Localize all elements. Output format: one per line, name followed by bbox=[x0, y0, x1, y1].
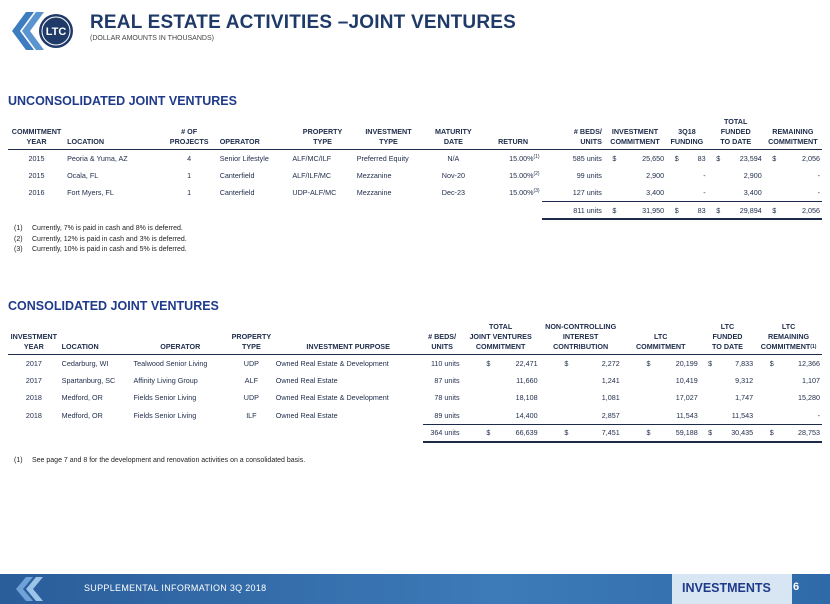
cell-units: 78 units bbox=[434, 393, 460, 403]
unconsolidated-footnotes bbox=[14, 224, 187, 256]
cell-currency bbox=[604, 184, 619, 202]
cell-currency: $ bbox=[708, 358, 713, 368]
total-remaining: 2,056 bbox=[778, 202, 822, 220]
cell-funding: - bbox=[703, 188, 706, 197]
cell-currency: $ bbox=[700, 424, 714, 442]
cell-investment-purpose: Owned Real Estate & Development bbox=[275, 358, 389, 368]
cell-currency: $ bbox=[674, 153, 679, 163]
total-row bbox=[8, 202, 822, 220]
table-header-row bbox=[8, 117, 822, 147]
cell-currency: $ bbox=[622, 424, 653, 442]
cell-property-type: UDP bbox=[243, 393, 259, 403]
cell-currency: $ bbox=[772, 153, 777, 163]
cell-currency bbox=[622, 372, 653, 390]
footnote: (3) Currently, 10% is paid in cash and 5% is deferred. bbox=[14, 246, 187, 253]
cell-ltc-funded: 1,747 bbox=[735, 393, 754, 403]
total-ltc-commitment: 59,188 bbox=[653, 424, 700, 442]
col-header-investment-purpose: INVESTMENT PURPOSE bbox=[306, 342, 390, 351]
footnote: (1) See page 7 and 8 for the development and renovation activities on a consolidated basis. bbox=[14, 457, 306, 464]
cell-units: 99 units bbox=[576, 170, 602, 180]
cell-currency: $ bbox=[769, 358, 774, 368]
cell-total-funded: 3,400 bbox=[743, 188, 762, 197]
page-footer bbox=[0, 574, 830, 604]
cell-currency: $ bbox=[540, 424, 571, 442]
cell-commitment: 2,900 bbox=[646, 170, 665, 180]
cell-currency bbox=[622, 407, 653, 425]
cell-remaining: - bbox=[817, 188, 820, 197]
cell-currency bbox=[755, 407, 776, 425]
cell-currency: $ bbox=[708, 202, 723, 220]
cell-currency bbox=[540, 389, 571, 407]
col-header-commitment-year: COMMITMENT YEAR bbox=[11, 127, 62, 146]
cell-projects: 4 bbox=[187, 153, 192, 163]
col-header-investment-year: INVESTMENT YEAR bbox=[10, 332, 57, 351]
cell-location: Fort Myers, FL bbox=[67, 188, 114, 198]
cell-currency bbox=[700, 407, 714, 425]
cell-currency: $ bbox=[564, 358, 569, 368]
cell-operator: Canterfield bbox=[219, 188, 255, 198]
cell-operator: Fields Senior Living bbox=[133, 410, 197, 420]
footnote-ref: (2) bbox=[533, 170, 540, 177]
cell-nci-contribution: 1,241 bbox=[601, 375, 620, 385]
cell-investment-type: Mezzanine bbox=[356, 188, 392, 198]
page-subtitle: (DOLLAR AMOUNTS IN THOUSANDS) bbox=[90, 35, 214, 42]
cell-currency: $ bbox=[604, 202, 619, 220]
cell-year: 2018 bbox=[25, 393, 42, 403]
total-ltc-remaining: 28,753 bbox=[776, 424, 822, 442]
col-header-ltc-remaining: LTC REMAINING COMMITMENT$^{(1)}$ bbox=[760, 322, 817, 351]
col-header-nci-contribution: NON-CONTROLLING INTEREST CONTRIBUTION bbox=[545, 322, 617, 351]
cell-year: 2018 bbox=[25, 410, 42, 420]
total-commitment: 31,950 bbox=[618, 202, 666, 220]
footer-section-label: INVESTMENTS bbox=[682, 581, 771, 595]
cell-ltc-commitment: 17,027 bbox=[675, 393, 698, 403]
cell-jv-commitment: 22,471 bbox=[515, 358, 538, 368]
total-funded: 29,894 bbox=[722, 202, 764, 220]
cell-remaining: 2,056 bbox=[802, 153, 820, 163]
cell-nci-contribution: 1,081 bbox=[601, 393, 620, 403]
cell-currency bbox=[755, 372, 776, 390]
cell-maturity: Nov-20 bbox=[441, 170, 465, 180]
unconsolidated-heading: UNCONSOLIDATED JOINT VENTURES bbox=[8, 94, 237, 108]
total-row bbox=[8, 424, 822, 442]
footer-supplemental-text: SUPPLEMENTAL INFORMATION 3Q 2018 bbox=[84, 583, 267, 593]
col-header-property-type: PROPERTY TYPE bbox=[302, 127, 343, 146]
table-row bbox=[8, 167, 822, 185]
total-units: 811 units bbox=[542, 202, 604, 220]
cell-property-type: ALF/ILF/MC bbox=[292, 170, 332, 180]
cell-property-type: ILF bbox=[246, 410, 257, 420]
cell-ltc-funded: 11,543 bbox=[731, 410, 754, 420]
cell-property-type: UDP bbox=[243, 358, 259, 368]
cell-projects: 1 bbox=[187, 188, 192, 198]
cell-year: 2015 bbox=[28, 170, 45, 180]
footnote: (1) Currently, 7% is paid in cash and 8% is deferred. bbox=[14, 225, 183, 232]
cell-investment-type: Mezzanine bbox=[356, 170, 392, 180]
cell-year: 2016 bbox=[28, 188, 45, 198]
cell-return: 15.00%$^{(1)}$ bbox=[509, 153, 540, 163]
cell-property-type: ALF/MC/ILF bbox=[292, 153, 332, 163]
cell-jv-commitment: 11,660 bbox=[516, 375, 538, 385]
logo-text: LTC bbox=[45, 26, 67, 38]
cell-currency: $ bbox=[486, 358, 491, 368]
cell-jv-commitment: 14,400 bbox=[515, 410, 538, 420]
cell-operator: Canterfield bbox=[219, 170, 255, 180]
cell-ltc-remaining: 12,366 bbox=[798, 358, 820, 368]
cell-ltc-remaining: 1,107 bbox=[802, 375, 820, 385]
footnote-ref: (3) bbox=[533, 188, 540, 195]
cell-nci-contribution: 2,857 bbox=[601, 410, 620, 420]
cell-ltc-commitment: 10,419 bbox=[675, 375, 698, 385]
table-row bbox=[8, 389, 822, 407]
consolidated-table bbox=[8, 322, 822, 443]
table-row bbox=[8, 184, 822, 202]
cell-ltc-commitment: 20,199 bbox=[675, 358, 698, 368]
col-header-total-funded: TOTAL FUNDED TO DATE bbox=[720, 117, 752, 146]
cell-currency bbox=[764, 167, 779, 185]
table-row bbox=[8, 354, 822, 372]
cell-currency bbox=[700, 372, 714, 390]
cell-property-type: UDP-ALF/MC bbox=[292, 188, 337, 198]
col-header-beds-units: # BEDS/ UNITS bbox=[573, 127, 602, 146]
cell-projects: 1 bbox=[187, 170, 192, 180]
cell-currency bbox=[462, 389, 493, 407]
cell-maturity: N/A bbox=[447, 153, 460, 163]
col-header-return: RETURN bbox=[498, 137, 529, 146]
footnote: (2) Currently, 12% is paid in cash and 3% is deferred. bbox=[14, 235, 187, 243]
table-row bbox=[8, 407, 822, 425]
cell-funding: 83 bbox=[697, 153, 706, 163]
cell-jv-commitment: 18,108 bbox=[515, 393, 538, 403]
cell-currency bbox=[604, 167, 619, 185]
cell-ltc-funded: 7,833 bbox=[735, 358, 754, 368]
cell-investment-purpose: Owned Real Estate & Development bbox=[275, 393, 389, 403]
cell-return: 15.00%$^{(2)}$ bbox=[509, 170, 540, 180]
cell-currency bbox=[700, 389, 714, 407]
total-units: 364 units bbox=[423, 424, 462, 442]
cell-units: 585 units bbox=[572, 153, 602, 163]
cell-nci-contribution: 2,272 bbox=[601, 358, 620, 368]
cell-ltc-remaining: 15,280 bbox=[798, 393, 820, 403]
col-header-remaining-commitment: REMAINING COMMITMENT bbox=[768, 127, 818, 146]
cell-currency bbox=[708, 184, 723, 202]
chevron-logo-icon bbox=[6, 576, 66, 602]
cell-remaining: - bbox=[817, 170, 820, 180]
total-nci: 7,451 bbox=[570, 424, 621, 442]
page-number: 6 bbox=[793, 581, 800, 593]
cell-units: 87 units bbox=[434, 375, 460, 385]
footnote-ref: (1) bbox=[533, 153, 540, 160]
consolidated-heading: CONSOLIDATED JOINT VENTURES bbox=[8, 299, 219, 313]
cell-year: 2015 bbox=[28, 153, 45, 163]
cell-year: 2017 bbox=[25, 375, 42, 385]
cell-currency bbox=[755, 389, 776, 407]
col-header-operator: OPERATOR bbox=[160, 342, 201, 351]
cell-currency: $ bbox=[462, 424, 493, 442]
col-header-property-type: PROPERTY TYPE bbox=[231, 332, 272, 351]
cell-year: 2017 bbox=[25, 358, 42, 368]
cell-operator: Fields Senior Living bbox=[133, 393, 197, 403]
table-row bbox=[8, 149, 822, 167]
unconsolidated-table bbox=[8, 117, 822, 220]
col-header-maturity-date: MATURITY DATE bbox=[435, 127, 472, 146]
cell-total-funded: 2,900 bbox=[743, 170, 762, 180]
cell-investment-purpose: Owned Real Estate bbox=[275, 410, 338, 420]
cell-currency bbox=[622, 389, 653, 407]
cell-currency bbox=[666, 167, 681, 185]
cell-currency: $ bbox=[612, 153, 617, 163]
col-header-location: LOCATION bbox=[67, 137, 105, 146]
col-header-ltc-funded: LTC FUNDED TO DATE bbox=[712, 322, 743, 351]
cell-location: Medford, OR bbox=[61, 393, 103, 403]
cell-total-funded: 23,594 bbox=[739, 153, 762, 163]
cell-investment-type: Preferred Equity bbox=[356, 153, 409, 163]
cell-currency bbox=[540, 407, 571, 425]
cell-location: Ocala, FL bbox=[67, 170, 99, 180]
cell-currency: $ bbox=[755, 424, 776, 442]
col-header-jv-commitment: TOTAL JOINT VENTURES COMMITMENT bbox=[469, 322, 532, 351]
cell-location: Spartanburg, SC bbox=[61, 375, 116, 385]
cell-units: 127 units bbox=[572, 188, 602, 197]
cell-location: Cedarburg, WI bbox=[61, 358, 109, 368]
cell-location: Peoria & Yuma, AZ bbox=[67, 153, 128, 163]
col-header-projects: # OF PROJECTS bbox=[169, 127, 209, 146]
cell-currency bbox=[708, 167, 723, 185]
cell-commitment: 25,650 bbox=[642, 153, 665, 163]
cell-ltc-commitment: 11,543 bbox=[676, 410, 698, 420]
table-row bbox=[8, 372, 822, 390]
col-header-location: LOCATION bbox=[61, 342, 99, 351]
total-ltc-funded: 30,435 bbox=[714, 424, 755, 442]
consolidated-footnotes bbox=[14, 456, 306, 467]
page-title: REAL ESTATE ACTIVITIES –JOINT VENTURES bbox=[90, 12, 517, 33]
cell-property-type: ALF bbox=[244, 375, 258, 385]
cell-location: Medford, OR bbox=[61, 410, 103, 420]
cell-currency bbox=[540, 372, 571, 390]
cell-currency bbox=[462, 372, 493, 390]
cell-units: 110 units bbox=[430, 358, 460, 368]
cell-operator: Affinity Living Group bbox=[133, 375, 198, 385]
col-header-investment-commitment: INVESTMENT COMMITMENT bbox=[610, 127, 660, 146]
cell-currency bbox=[666, 184, 681, 202]
cell-currency bbox=[462, 407, 493, 425]
total-funding: 83 bbox=[681, 202, 708, 220]
cell-units: 89 units bbox=[434, 410, 460, 420]
col-header-funding: 3Q18 FUNDING bbox=[670, 127, 704, 146]
cell-operator: Senior Lifestyle bbox=[219, 153, 269, 163]
cell-maturity: Dec-23 bbox=[441, 188, 465, 198]
cell-currency: $ bbox=[764, 202, 779, 220]
cell-currency: $ bbox=[646, 358, 651, 368]
total-jv-commitment: 66,639 bbox=[492, 424, 539, 442]
cell-currency bbox=[764, 184, 779, 202]
cell-commitment: 3,400 bbox=[646, 188, 665, 197]
cell-investment-purpose: Owned Real Estate bbox=[275, 375, 338, 385]
col-header-beds-units: # BEDS/ UNITS bbox=[428, 332, 457, 351]
cell-ltc-remaining: - bbox=[817, 410, 820, 420]
cell-currency: $ bbox=[666, 202, 681, 220]
cell-ltc-funded: 9,312 bbox=[735, 375, 754, 385]
cell-currency: $ bbox=[716, 153, 721, 163]
col-header-ltc-commitment: LTC COMMITMENT bbox=[635, 332, 686, 351]
company-logo bbox=[10, 8, 80, 54]
cell-operator: Tealwood Senior Living bbox=[133, 358, 208, 368]
cell-return: 15.00%$^{(3)}$ bbox=[509, 188, 540, 198]
cell-funding: - bbox=[703, 170, 706, 180]
col-header-operator: OPERATOR bbox=[219, 137, 260, 146]
col-header-investment-type: INVESTMENT TYPE bbox=[365, 127, 412, 146]
